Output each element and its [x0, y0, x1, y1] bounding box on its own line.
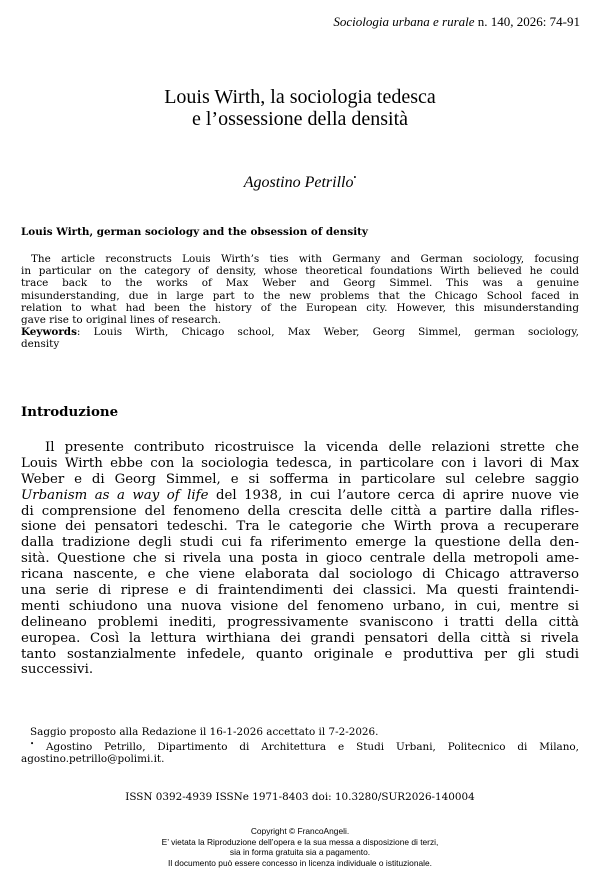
copyright-notice [0, 826, 600, 868]
affiliation-text: Agostino Petrillo, Dipartimento di Architettura e Studi Urbani, Politecnico di Milano, [34, 741, 579, 754]
author-byline [0, 173, 600, 192]
affiliation-note [21, 738, 579, 753]
copyright-line: Il documento può essere concesso in licenza individuale o istituzionale. [168, 857, 432, 868]
keywords-continuation: density [21, 338, 60, 351]
article-title-line-2: e l’ossessione della densità [191, 108, 409, 130]
body-line: successivi. [21, 662, 94, 678]
copyright-line: Copyright © FrancoAngeli. [250, 826, 350, 836]
abstract-line: trace back to the works of Max Weber and Georg Simmel. This was a genuine [21, 277, 579, 290]
body-line: menti schiudono una nuova visione del fenomeno urbano, in cui, mentre si [21, 598, 579, 614]
keywords [21, 326, 579, 338]
body-line: una serie di riprese e di fraintendimenti dei classici. Ma questi fraintendi- [21, 583, 579, 599]
english-title: Louis Wirth, german sociology and the obsession of density [21, 226, 368, 238]
author-footnote-marker: • [353, 173, 357, 182]
body-line: ricana nascente, e che viene elaborata dal sociologo di Chicago attraverso [21, 567, 579, 583]
journal-name: Sociologia urbana e rurale [333, 14, 475, 29]
journal-header [333, 14, 580, 30]
issn-doi: ISSN 0392-4939 ISSNe 1971-8403 doi: 10.3280/SUR2026-140004 [125, 791, 475, 803]
body-line: dalla tradizione degli studi cui fa riferimento emerge la questione della den- [21, 535, 579, 551]
body-line: Weber e di Georg Simmel, e si sofferma in particolare sul celebre saggio [21, 471, 579, 487]
keywords-label: Keywords [21, 326, 77, 339]
article-title [0, 86, 600, 130]
abstract [21, 253, 579, 351]
section-heading: Introduzione [21, 404, 119, 420]
copyright-line: E’ vietata la Riproduzione dell’opera e la sua messa a disposizione di terzi, [161, 836, 439, 847]
journal-issue: n. 140, 2026: 74-91 [477, 14, 580, 29]
body-line: sione dei pensatori tedeschi. Tra le categorie che Wirth prova a recuperare [21, 519, 579, 535]
author-email[interactable]: agostino.petrillo@polimi.it. [21, 753, 165, 766]
body-line: sità. Questione che si rivela una posta in gioco centrale della metropoli ame- [21, 551, 579, 567]
submission-note: Saggio proposto alla Redazione il 16-1-2026 accettato il 7-2-2026. [30, 726, 379, 738]
body-line: tanto sostanzialmente infedele, quanto originale e produttiva per gli studi [21, 646, 579, 662]
copyright-line: sia in forma gratuita sia a pagamento. [229, 847, 371, 858]
body-line: di comprensione del fenomeno della crescita delle città a partire dalla rifles- [21, 503, 579, 519]
body-line: europea. Così la lettura wirthiana dei grandi pensatori della città si rivela [21, 630, 579, 646]
affiliation-marker: • [30, 740, 35, 749]
body-line: Il presente contributo ricostruisce la vicenda delle relazioni strette che [45, 440, 579, 455]
abstract-line: in particular on the category of density, whose theoretical foundations Wirth believed he could [21, 265, 579, 278]
cited-work-title: Urbanism as a way of life [21, 487, 209, 503]
footnotes [21, 726, 579, 766]
abstract-line: relation to what had been the history of the European city. However, this misunderstanding [21, 301, 579, 314]
abstract-line: gave rise to original lines of research. [21, 313, 222, 326]
author-name: Agostino Petrillo [243, 174, 354, 191]
article-title-line-1: Louis Wirth, la sociologia tedesca [164, 86, 436, 108]
body-line-with-title [21, 488, 579, 504]
introduction-paragraph [21, 440, 579, 678]
abstract-line: The article reconstructs Louis Wirth’s ties with Germany and German sociology, focusing [31, 253, 579, 265]
body-line: Louis Wirth ebbe con la sociologia tedesca, in particolare con i lavori di Max [21, 455, 579, 471]
keywords-list: : Louis Wirth, Chicago school, Max Weber, Georg Simmel, german sociology, [76, 326, 579, 339]
abstract-line: misunderstanding, due in large part to the new problems that the Chicago School faced in [21, 289, 579, 302]
body-line: delineano problemi inediti, progressivamente svaniscono i tratti della città [21, 614, 579, 630]
body-line-text: del 1938, in cui l’autore cerca di aprire nuove vie [215, 487, 579, 503]
